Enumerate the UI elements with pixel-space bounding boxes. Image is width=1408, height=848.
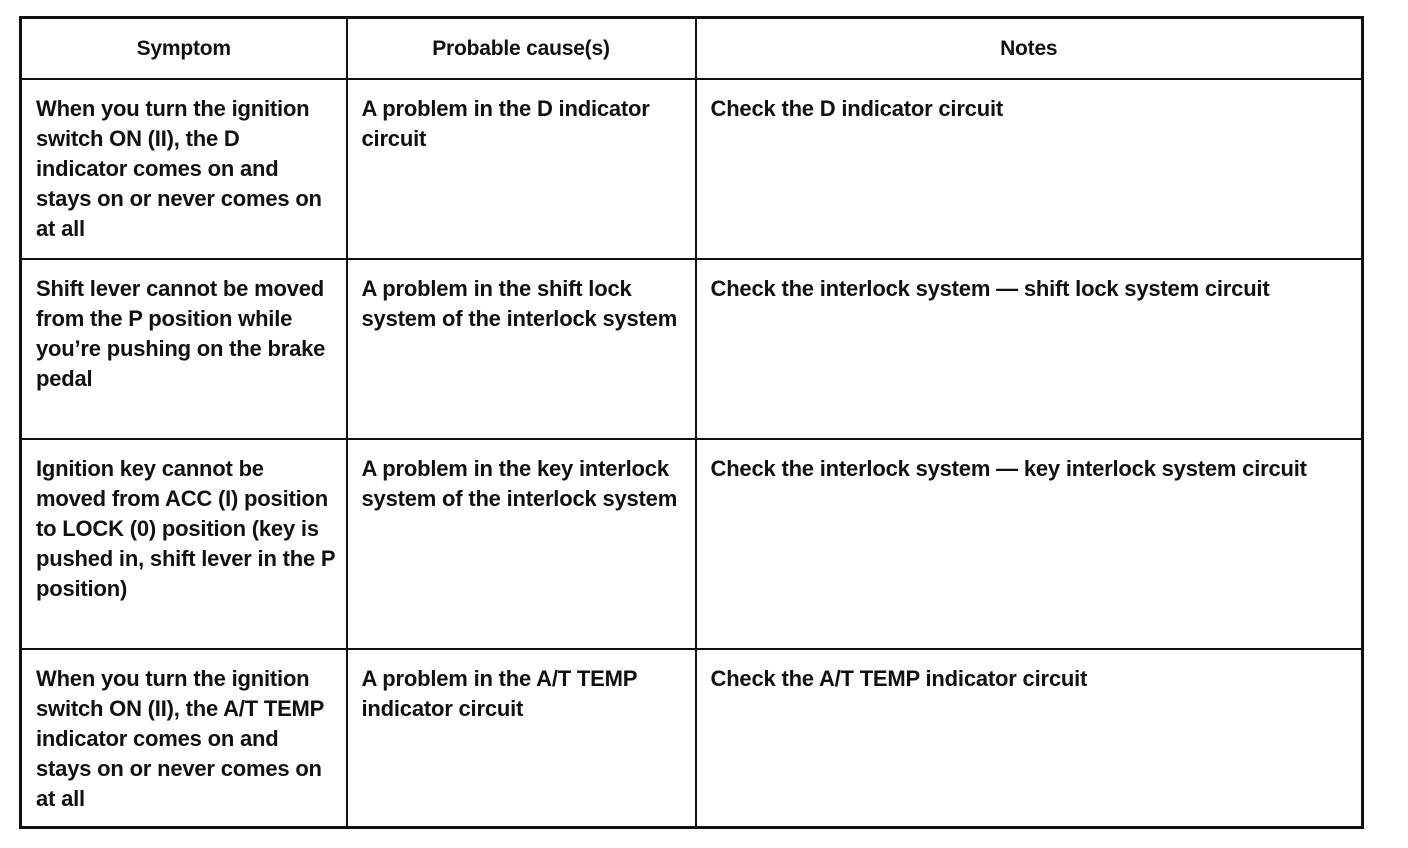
symptom-cell: Shift lever cannot be moved from the P position while you’re pushing on the brake pedal [21,259,347,439]
symptom-cell: Ignition key cannot be moved from ACC (I) position to LOCK (0) position (key is pushed in, shift lever in the P position) [21,439,347,649]
table-row [21,439,1363,649]
symptom-cell: When you turn the ignition switch ON (II), the D indicator comes on and stays on or never comes on at all [21,79,347,259]
cause-cell: A problem in the D indicator circuit [347,79,696,259]
cause-cell: A problem in the shift lock system of the interlock system [347,259,696,439]
table-row [21,649,1363,828]
table-row [21,79,1363,259]
header-notes: Notes [696,18,1363,80]
notes-cell: Check the D indicator circuit [696,79,1363,259]
table-header [21,18,1363,80]
notes-cell: Check the A/T TEMP indicator circuit [696,649,1363,828]
notes-cell: Check the interlock system — shift lock system circuit [696,259,1363,439]
header-symptom: Symptom [21,18,347,80]
table-body [21,79,1363,828]
symptom-cell: When you turn the ignition switch ON (II), the A/T TEMP indicator comes on and stays on or never comes on at all [21,649,347,828]
header-row [21,18,1363,80]
troubleshooting-table [19,16,1364,829]
cause-cell: A problem in the A/T TEMP indicator circuit [347,649,696,828]
header-probable-causes: Probable cause(s) [347,18,696,80]
notes-cell: Check the interlock system — key interlock system circuit [696,439,1363,649]
table-row [21,259,1363,439]
cause-cell: A problem in the key interlock system of the interlock system [347,439,696,649]
